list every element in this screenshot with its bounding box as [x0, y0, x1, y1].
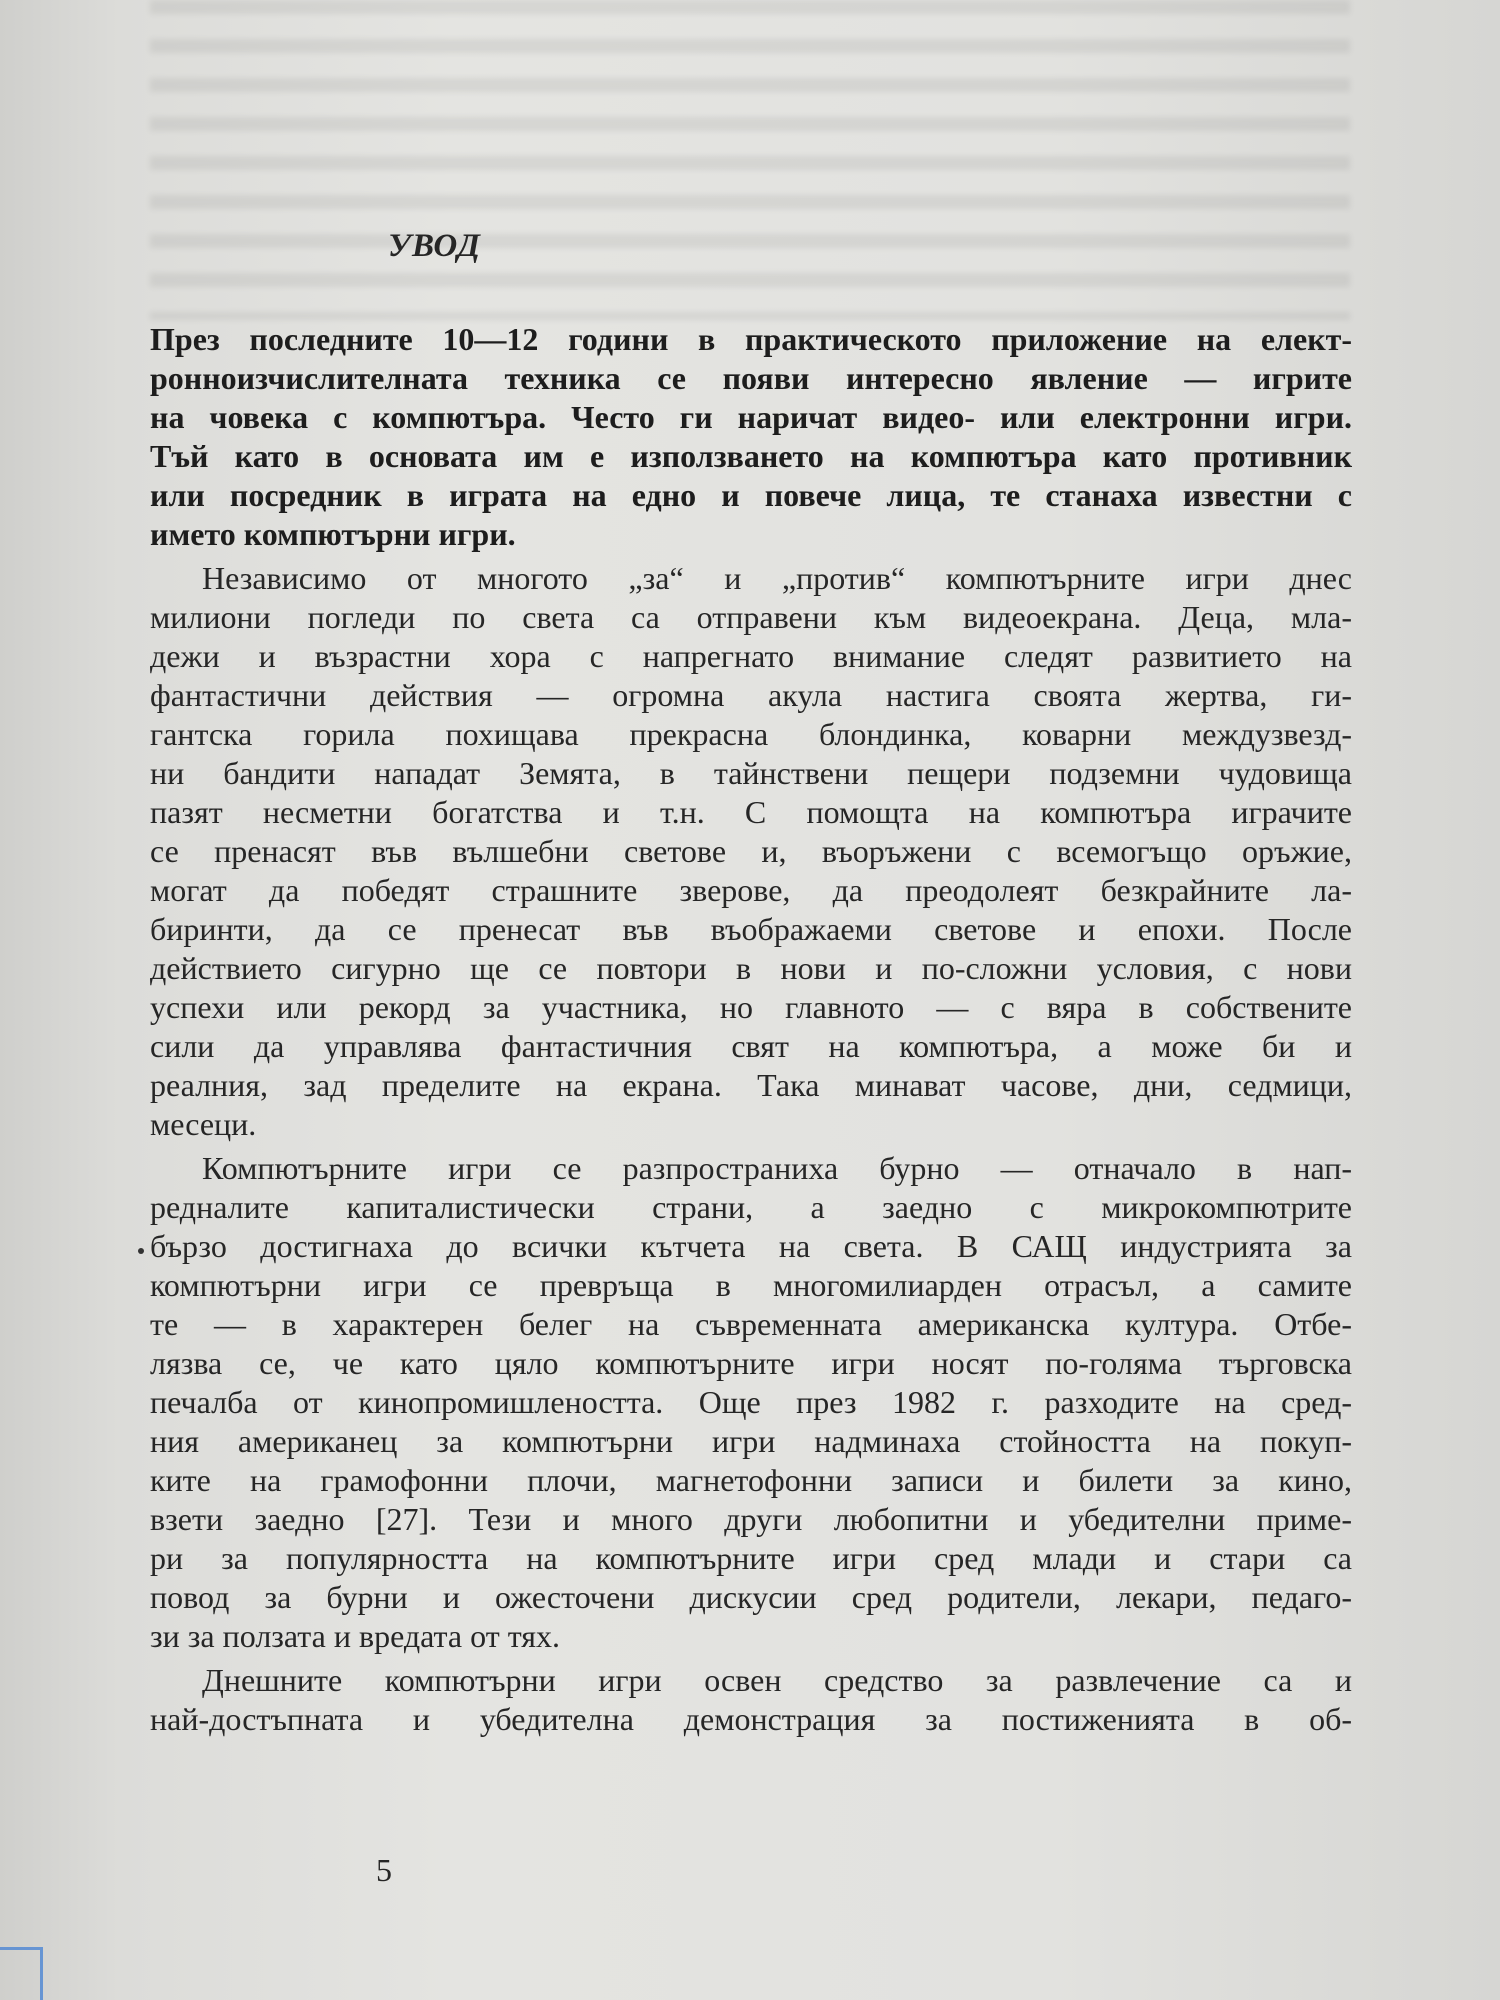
text-line: повод за бурни и ожесточени дискусии сред родители, лекари, педаго-: [150, 1579, 1352, 1615]
text-line: гантска горила похищава прекрасна блондинка, коварни междузвезд-: [150, 716, 1352, 752]
text-line: ния американец за компютърни игри надминаха стойността на покуп-: [150, 1423, 1352, 1459]
text-line: биринти, да се пренесат във въображаеми светове и епохи. После: [150, 911, 1352, 947]
text-line: През последните 10—12 години в практическото приложение на елект-: [150, 321, 1352, 357]
paragraph: [150, 559, 1352, 1144]
margin-mark: [138, 1248, 144, 1254]
text-line: те — в характерен белег на съвременната американска култура. Отбе-: [150, 1306, 1352, 1342]
body-text: [150, 320, 1352, 1739]
text-line: бързо достигнаха до всички кътчета на света. В САЩ индустрията за: [150, 1228, 1352, 1264]
paragraph: [150, 1149, 1352, 1656]
text-line: печалба от кинопромишлеността. Още през 1982 г. разходите на сред-: [150, 1384, 1352, 1420]
text-line: Независимо от многото „за“ и „против“ компютърните игри днес: [202, 560, 1352, 596]
text-line: се пренасят във вълшебни светове и, въоръжени с всемогъщо оръжие,: [150, 833, 1352, 869]
text-line: Днешните компютърни игри освен средство за развлечение са и: [202, 1662, 1352, 1698]
bleed-through-text: [150, 0, 1350, 320]
text-line: фантастични действия — огромна акула настига своята жертва, ги-: [150, 677, 1352, 713]
blue-corner-edge: [0, 1947, 43, 2000]
text-line: лязва се, че като цяло компютърните игри носят по-голяма търговска: [150, 1345, 1352, 1381]
text-line: могат да победят страшните зверове, да преодолеят безкрайните ла-: [150, 872, 1352, 908]
text-line: зи за ползата и вредата от тях.: [150, 1618, 560, 1654]
text-line: успехи или рекорд за участника, но главното — с вяра в собствените: [150, 989, 1352, 1025]
chapter-heading: УВОД: [388, 228, 481, 264]
paragraph: [150, 1661, 1352, 1739]
text-line: действието сигурно ще се повтори в нови и по-сложни условия, с нови: [150, 950, 1352, 986]
text-line: ронноизчислителната техника се появи интересно явление — игрите: [150, 360, 1352, 396]
text-line: дежи и възрастни хора с напрегнато внимание следят развитието на: [150, 638, 1352, 674]
paragraph: [150, 320, 1352, 554]
text-line: компютърни игри се превръща в многомилиарден отрасъл, а самите: [150, 1267, 1352, 1303]
text-line: или посредник в играта на едно и повече лица, те станаха известни с: [150, 477, 1352, 513]
text-line: реалния, зад пределите на екрана. Така минават часове, дни, седмици,: [150, 1067, 1352, 1103]
text-line: най-достъпната и убедителна демонстрация за постиженията в об-: [150, 1701, 1352, 1737]
text-line: редналите капиталистически страни, а заедно с микрокомпютрите: [150, 1189, 1352, 1225]
text-line: ките на грамофонни плочи, магнетофонни записи и билети за кино,: [150, 1462, 1352, 1498]
text-line: Тъй като в основата им е използването на компютъра като противник: [150, 438, 1352, 474]
text-line: месеци.: [150, 1106, 257, 1142]
text-line: взети заедно [27]. Тези и много други любопитни и убедителни приме-: [150, 1501, 1352, 1537]
text-line: милиони погледи по света са отправени към видеоекрана. Деца, мла-: [150, 599, 1352, 635]
text-line: ри за популярността на компютърните игри сред млади и стари са: [150, 1540, 1352, 1576]
text-line: сили да управлява фантастичния свят на компютъра, а може би и: [150, 1028, 1352, 1064]
text-line: ни бандити нападат Земята, в тайнствени пещери подземни чудовища: [150, 755, 1352, 791]
text-line: името компютърни игри.: [150, 516, 516, 552]
page-number: 5: [376, 1852, 392, 1888]
text-line: на човека с компютъра. Често ги наричат видео- или електронни игри.: [150, 399, 1352, 435]
text-line: пазят несметни богатства и т.н. С помощта на компютъра играчите: [150, 794, 1352, 830]
text-line: Компютърните игри се разпространиха бурно — отначало в нап-: [202, 1150, 1352, 1186]
